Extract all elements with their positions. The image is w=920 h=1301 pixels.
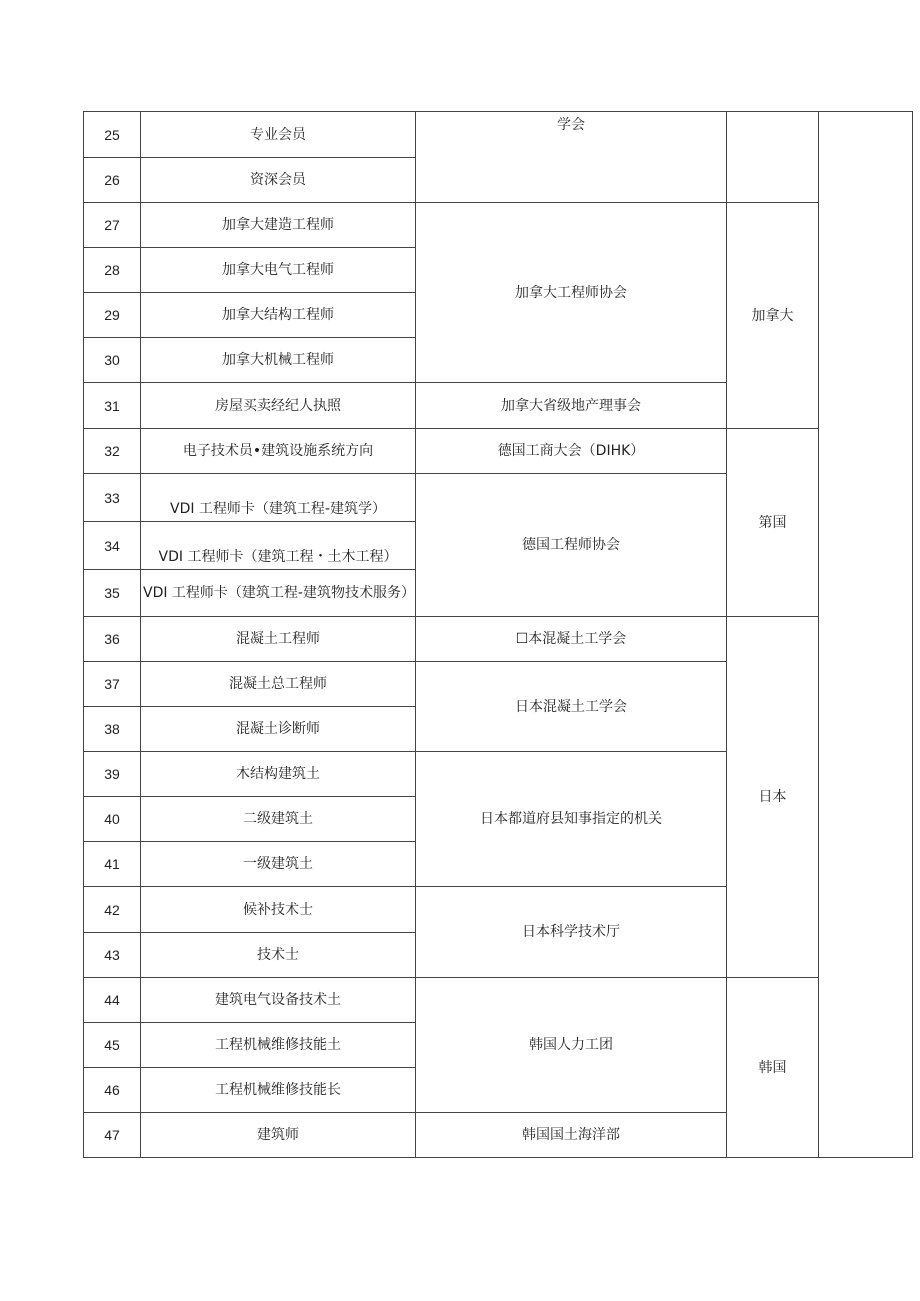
issuing-org: 韩国人力工团 (416, 978, 727, 1113)
issuing-org: 日本科学技术厅 (416, 887, 727, 978)
cert-name: 专业会员 (141, 112, 416, 158)
cert-name: 资深会员 (141, 158, 416, 203)
row-number: 46 (84, 1068, 141, 1113)
row-number: 47 (84, 1113, 141, 1158)
cert-name: 工程机械维修技能土 (141, 1023, 416, 1068)
table-row (84, 978, 913, 1023)
country: 日本 (727, 617, 819, 978)
cert-name: VDI 工程师卡（建筑工程・土木工程） (141, 522, 416, 570)
issuing-org: 加拿大工程师协会 (416, 203, 727, 383)
cert-name: 加拿大电气工程师 (141, 248, 416, 293)
row-number: 45 (84, 1023, 141, 1068)
cert-name: 混凝土总工程师 (141, 662, 416, 707)
cert-name: 候补技术士 (141, 887, 416, 933)
row-number: 30 (84, 338, 141, 383)
cert-name: 电子技术员•建筑设施系统方向 (141, 429, 416, 474)
issuing-org: 加拿大省级地产理事会 (416, 383, 727, 429)
remarks-column (819, 112, 913, 1158)
row-number: 29 (84, 293, 141, 338)
cert-name: 加拿大机械工程师 (141, 338, 416, 383)
cert-name: 工程机械维修技能长 (141, 1068, 416, 1113)
row-number: 26 (84, 158, 141, 203)
cert-name: 混凝土工程师 (141, 617, 416, 662)
cert-name: 加拿大结构工程师 (141, 293, 416, 338)
cert-name: VDI 工程师卡（建筑工程-建筑物技术服务） (141, 570, 416, 617)
table-row (84, 203, 913, 248)
cert-name: 加拿大建造工程师 (141, 203, 416, 248)
row-number: 42 (84, 887, 141, 933)
row-number: 33 (84, 474, 141, 522)
country (727, 112, 819, 203)
issuing-org: 韩国国土海洋部 (416, 1113, 727, 1158)
issuing-org: 日本都道府县知事指定的机关 (416, 752, 727, 887)
cert-name: 技术士 (141, 933, 416, 978)
row-number: 32 (84, 429, 141, 474)
row-number: 43 (84, 933, 141, 978)
cert-name: 建筑师 (141, 1113, 416, 1158)
row-number: 36 (84, 617, 141, 662)
certification-table (83, 111, 913, 1158)
cert-name: 房屋买卖经纪人执照 (141, 383, 416, 429)
table-row (84, 429, 913, 474)
row-number: 35 (84, 570, 141, 617)
issuing-org: 学会 (416, 112, 727, 203)
cert-name: 木结构建筑土 (141, 752, 416, 797)
cert-name: 混凝土诊断师 (141, 707, 416, 752)
cert-name: 一级建筑土 (141, 842, 416, 887)
row-number: 44 (84, 978, 141, 1023)
row-number: 25 (84, 112, 141, 158)
cert-name: VDI 工程师卡（建筑工程-建筑学） (141, 474, 416, 522)
country: 加拿大 (727, 203, 819, 429)
row-number: 37 (84, 662, 141, 707)
issuing-org: 日本混凝土工学会 (416, 662, 727, 752)
row-number: 38 (84, 707, 141, 752)
issuing-org: ☐本混凝土工学会 (416, 617, 727, 662)
row-number: 27 (84, 203, 141, 248)
row-number: 40 (84, 797, 141, 842)
country: 第国 (727, 429, 819, 617)
row-number: 28 (84, 248, 141, 293)
issuing-org: 德国工商大会（DIHK） (416, 429, 727, 474)
table-row (84, 617, 913, 662)
cert-name: 建筑电气设备技术土 (141, 978, 416, 1023)
cert-name: 二级建筑土 (141, 797, 416, 842)
row-number: 39 (84, 752, 141, 797)
country: 韩国 (727, 978, 819, 1158)
table-row (84, 112, 913, 158)
row-number: 34 (84, 522, 141, 570)
issuing-org: 德国工程师协会 (416, 474, 727, 617)
row-number: 31 (84, 383, 141, 429)
row-number: 41 (84, 842, 141, 887)
